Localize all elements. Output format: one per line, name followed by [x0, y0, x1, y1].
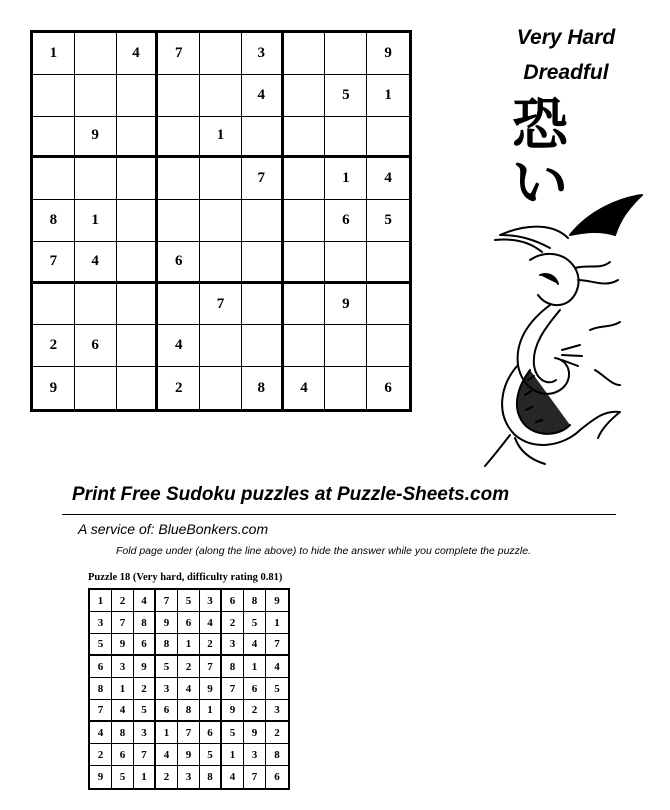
answer-cell: 6 — [90, 656, 112, 678]
puzzle-cell — [117, 200, 159, 242]
puzzle-cell: 6 — [75, 325, 117, 367]
answer-cell: 7 — [156, 590, 178, 612]
answer-cell: 4 — [134, 590, 156, 612]
puzzle-cell — [325, 367, 367, 409]
puzzle-cell: 1 — [325, 158, 367, 200]
puzzle-cell — [117, 158, 159, 200]
answer-cell: 5 — [266, 678, 288, 700]
answer-cell: 4 — [156, 744, 178, 766]
answer-cell: 9 — [134, 656, 156, 678]
puzzle-cell — [117, 325, 159, 367]
answer-cell: 1 — [222, 744, 244, 766]
answer-cell: 2 — [244, 700, 266, 722]
answer-cell: 4 — [200, 612, 222, 634]
difficulty-subtitle: Dreadful — [523, 61, 609, 84]
puzzle-cell — [200, 325, 242, 367]
puzzle-cell — [158, 200, 200, 242]
puzzle-cell — [242, 325, 284, 367]
answer-cell: 2 — [178, 656, 200, 678]
answer-cell: 2 — [112, 590, 134, 612]
answer-cell: 6 — [178, 612, 200, 634]
kanji-glyph: 恐 — [512, 92, 568, 158]
answer-cell: 8 — [156, 634, 178, 656]
promo-text: Print Free Sudoku puzzles at Puzzle-Sheets.com — [72, 484, 510, 505]
puzzle-cell — [200, 158, 242, 200]
puzzle-cell — [117, 75, 159, 117]
answer-cell: 5 — [90, 634, 112, 656]
answer-cell: 3 — [244, 744, 266, 766]
answer-cell: 9 — [244, 722, 266, 744]
answer-cell: 9 — [112, 634, 134, 656]
difficulty-label: Very Hard — [516, 26, 616, 49]
answer-cell: 8 — [244, 590, 266, 612]
answer-cell: 5 — [134, 700, 156, 722]
puzzle-cell — [284, 284, 326, 326]
puzzle-cell: 2 — [158, 367, 200, 409]
puzzle-cell: 6 — [325, 200, 367, 242]
puzzle-cell: 7 — [158, 33, 200, 75]
answer-cell: 9 — [266, 590, 288, 612]
puzzle-cell: 1 — [33, 33, 75, 75]
puzzle-cell — [33, 158, 75, 200]
answer-cell: 6 — [222, 590, 244, 612]
answer-cell: 8 — [266, 744, 288, 766]
puzzle-cell — [200, 367, 242, 409]
answer-cell: 7 — [266, 634, 288, 656]
puzzle-cell — [75, 367, 117, 409]
answer-cell: 6 — [274, 771, 280, 783]
answer-cell: 9 — [90, 766, 112, 788]
answer-cell: 9 — [178, 744, 200, 766]
answer-cell: 3 — [134, 722, 156, 744]
answer-cell: 1 — [90, 590, 112, 612]
answer-cell: 3 — [200, 590, 222, 612]
puzzle-cell — [158, 117, 200, 159]
puzzle-cell — [284, 158, 326, 200]
answer-cell: 3 — [266, 700, 288, 722]
puzzle-cell — [75, 33, 117, 75]
answer-cell: 9 — [156, 612, 178, 634]
answer-cell: 4 — [222, 766, 244, 788]
answer-cell: 9 — [222, 700, 244, 722]
answer-cell: 3 — [112, 656, 134, 678]
answer-cell: 1 — [178, 634, 200, 656]
puzzle-cell — [117, 117, 159, 159]
answer-cell: 8 — [112, 722, 134, 744]
puzzle-cell — [367, 325, 409, 367]
answer-cell: 2 — [134, 678, 156, 700]
puzzle-cell: 6 — [384, 379, 392, 396]
answer-cell: 5 — [156, 656, 178, 678]
puzzle-cell — [117, 284, 159, 326]
puzzle-cell — [200, 33, 242, 75]
fold-instruction: Fold page under (along the line above) to hide the answer while you complete the puzzle. — [116, 545, 532, 557]
puzzle-cell: 4 — [367, 158, 409, 200]
puzzle-cell: 9 — [33, 367, 75, 409]
sudoku-puzzle-grid — [30, 30, 412, 412]
puzzle-cell: 6 — [158, 242, 200, 284]
answer-caption: Puzzle 18 (Very hard, difficulty rating 0.81) — [88, 572, 283, 583]
puzzle-cell: 9 — [75, 117, 117, 159]
answer-cell: 8 — [178, 700, 200, 722]
puzzle-cell — [117, 367, 159, 409]
answer-cell: 7 — [178, 722, 200, 744]
puzzle-cell: 5 — [325, 75, 367, 117]
answer-cell: 8 — [134, 612, 156, 634]
answer-cell: 8 — [90, 678, 112, 700]
puzzle-cell: 4 — [284, 367, 326, 409]
puzzle-cell — [367, 242, 409, 284]
answer-cell: 5 — [112, 766, 134, 788]
answer-cell: 7 — [200, 656, 222, 678]
puzzle-cell — [33, 75, 75, 117]
answer-cell: 2 — [156, 766, 178, 788]
puzzle-cell: 4 — [158, 325, 200, 367]
answer-cell: 3 — [156, 678, 178, 700]
puzzle-cell: 1 — [75, 200, 117, 242]
fold-line — [62, 514, 616, 515]
answer-cell: 8 — [200, 766, 222, 788]
puzzle-cell — [284, 117, 326, 159]
puzzle-cell: 3 — [242, 33, 284, 75]
puzzle-cell: 9 — [367, 33, 409, 75]
answer-cell: 3 — [222, 634, 244, 656]
answer-cell: 4 — [266, 656, 288, 678]
puzzle-cell — [75, 158, 117, 200]
service-text: A service of: BlueBonkers.com — [78, 521, 269, 537]
answer-cell: 4 — [178, 678, 200, 700]
answer-cell: 1 — [200, 700, 222, 722]
answer-cell: 2 — [200, 634, 222, 656]
puzzle-cell — [325, 242, 367, 284]
answer-cell: 6 — [200, 722, 222, 744]
puzzle-cell: 8 — [33, 200, 75, 242]
puzzle-cell: 7 — [33, 242, 75, 284]
answer-cell: 3 — [90, 612, 112, 634]
puzzle-cell: 4 — [242, 75, 284, 117]
answer-cell: 6 — [134, 634, 156, 656]
puzzle-cell: 1 — [367, 75, 409, 117]
puzzle-cell — [158, 284, 200, 326]
answer-cell: 8 — [222, 656, 244, 678]
puzzle-cell — [325, 33, 367, 75]
answer-cell: 2 — [222, 612, 244, 634]
answer-cell: 1 — [156, 722, 178, 744]
puzzle-cell: 5 — [367, 200, 409, 242]
puzzle-cell — [158, 75, 200, 117]
puzzle-cell — [284, 75, 326, 117]
puzzle-cell: 7 — [242, 158, 284, 200]
answer-cell: 9 — [200, 678, 222, 700]
puzzle-cell — [33, 117, 75, 159]
puzzle-cell: 4 — [117, 33, 159, 75]
puzzle-cell: 1 — [200, 117, 242, 159]
puzzle-cell — [367, 117, 409, 159]
answer-cell: 5 — [178, 590, 200, 612]
answer-cell: 5 — [200, 744, 222, 766]
puzzle-cell: 7 — [200, 284, 242, 326]
puzzle-cell — [367, 284, 409, 326]
puzzle-cell — [117, 242, 159, 284]
puzzle-cell — [242, 284, 284, 326]
puzzle-cell — [33, 284, 75, 326]
answer-cell: 4 — [90, 722, 112, 744]
puzzle-cell — [284, 242, 326, 284]
answer-cell: 4 — [244, 634, 266, 656]
puzzle-cell — [242, 200, 284, 242]
answer-cell: 5 — [222, 722, 244, 744]
answer-cell: 1 — [244, 656, 266, 678]
puzzle-cell — [242, 242, 284, 284]
puzzle-cell: 9 — [325, 284, 367, 326]
answer-cell: 7 — [244, 766, 266, 788]
puzzle-cell — [325, 117, 367, 159]
answer-cell: 6 — [244, 678, 266, 700]
answer-cell: 7 — [112, 612, 134, 634]
answer-cell: 2 — [90, 744, 112, 766]
sudoku-answer-grid — [88, 588, 290, 790]
answer-cell: 1 — [112, 678, 134, 700]
puzzle-cell — [284, 33, 326, 75]
puzzle-cell: 4 — [75, 242, 117, 284]
answer-cell: 1 — [134, 766, 156, 788]
answer-cell: 3 — [178, 766, 200, 788]
answer-cell: 5 — [244, 612, 266, 634]
dragon-icon — [470, 180, 646, 470]
puzzle-cell — [75, 75, 117, 117]
puzzle-cell — [284, 200, 326, 242]
answer-cell: 6 — [112, 744, 134, 766]
answer-cell: 7 — [222, 678, 244, 700]
puzzle-cell — [200, 75, 242, 117]
puzzle-cell — [200, 200, 242, 242]
answer-cell: 2 — [266, 722, 288, 744]
puzzle-cell — [325, 325, 367, 367]
puzzle-cell: 8 — [242, 367, 284, 409]
answer-cell: 1 — [266, 612, 288, 634]
answer-cell: 4 — [112, 700, 134, 722]
answer-cell: 7 — [90, 700, 112, 722]
puzzle-cell — [242, 117, 284, 159]
puzzle-cell: 2 — [33, 325, 75, 367]
kanji-glyph: い — [512, 150, 568, 216]
puzzle-cell — [158, 158, 200, 200]
puzzle-cell — [284, 325, 326, 367]
puzzle-cell — [200, 242, 242, 284]
answer-cell: 6 — [156, 700, 178, 722]
answer-cell: 7 — [134, 744, 156, 766]
puzzle-cell — [75, 284, 117, 326]
